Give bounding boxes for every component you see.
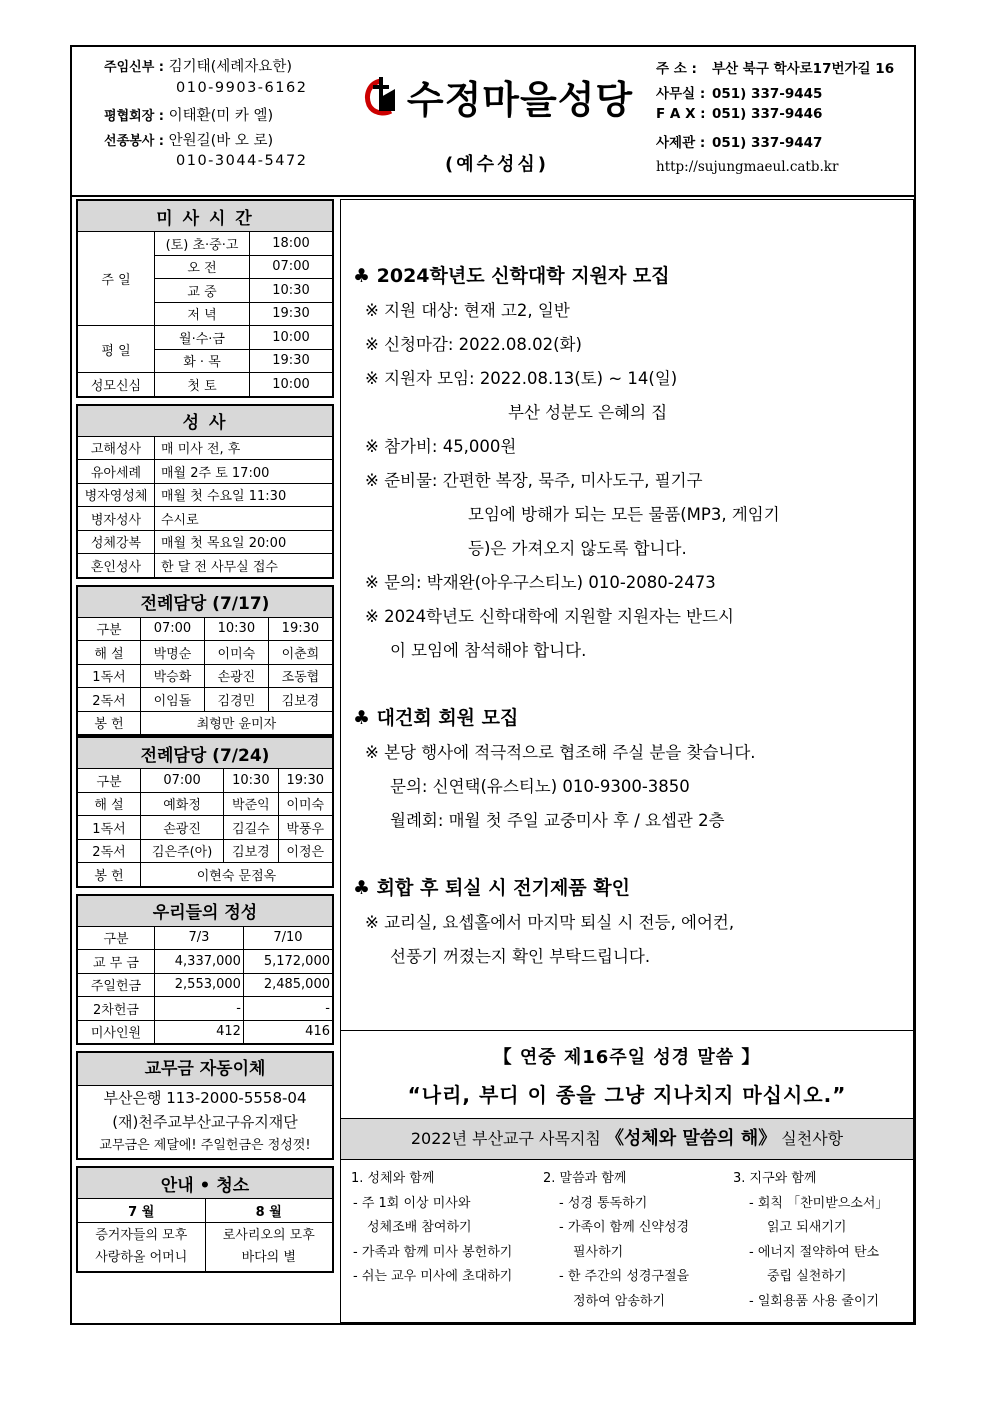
role: 2독서 [77, 839, 141, 863]
notice-line: ※ 문의: 박재완(아우구스티노) 010-2080-2473 [365, 573, 716, 592]
person: 김보경 [224, 839, 278, 863]
sacrament-schedule: 한 달 전 사무실 접수 [155, 554, 334, 578]
mass-time: 10:00 [250, 326, 334, 350]
offering-type: 주일헌금 [77, 973, 155, 997]
scripture-section [341, 1030, 913, 1108]
pastor-label: 주임신부 : [104, 60, 164, 75]
notices [353, 258, 913, 974]
sacraments-table [76, 404, 334, 579]
guideline-item: - 쉬는 교우 미사에 초대하기 [353, 1269, 513, 1284]
sacrament-name: 고해성사 [77, 436, 155, 460]
address-value: 부산 북구 학사로17번가길 16 [712, 61, 895, 77]
rectory-phone: 051) 337-9447 [712, 134, 823, 151]
cleaning-group: 증거자들의 모후 [95, 1227, 188, 1243]
guideline-column-1 [351, 1167, 512, 1290]
parish-logo-icon [361, 75, 401, 119]
parish-name: 수정마을성당 [406, 78, 634, 122]
notice-line: ※ 본당 행사에 적극적으로 협조해 주실 분을 찾습니다. [365, 743, 756, 762]
col-header: 구분 [77, 926, 155, 950]
month-header: 8 월 [205, 1199, 333, 1223]
person: 이미숙 [204, 641, 268, 665]
notice-title: ♣ 2024학년도 신학대학 지원자 모집 [353, 265, 670, 287]
parish-title-block [342, 69, 652, 176]
mass-name: (토) 초·중·고 [155, 232, 250, 256]
guideline-item: - 주 1회 이상 미사와 [353, 1195, 471, 1211]
auto-transfer-title: 교무금 자동이체 [78, 1053, 332, 1086]
notice-line: 모임에 방해가 되는 모든 물품(MP3, 게임기 [468, 505, 780, 524]
sacrament-name: 혼인성사 [77, 554, 155, 578]
person: 박명순 [141, 641, 205, 665]
person: 김보경 [268, 688, 333, 712]
notice-line: 월례회: 매월 첫 주일 교중미사 후 / 요셉관 2층 [390, 811, 725, 830]
person: 박준익 [224, 792, 278, 816]
offering-table [76, 894, 334, 1046]
guideline-item: - 성경 통독하기 [559, 1195, 648, 1211]
mass-time: 07:00 [250, 255, 334, 279]
sacrament-schedule: 매월 첫 수요일 11:30 [155, 483, 334, 507]
mass-time: 18:00 [250, 232, 334, 256]
notice-line: 선풍기 꺼졌는지 확인 부탁드립니다. [390, 947, 651, 966]
liturgy-title-1: 전례담당 (7/17) [77, 586, 333, 618]
role: 해 설 [77, 641, 141, 665]
offering-type: 미사인원 [77, 1020, 155, 1044]
col-header: 07:00 [141, 617, 205, 641]
offering-amount: - [243, 997, 333, 1021]
council-label: 평협회장 : [104, 109, 164, 124]
role: 봉 헌 [77, 863, 141, 887]
notice-line: 부산 성분도 은혜의 집 [508, 403, 668, 422]
guideline-item: - 회칙 「찬미받으소서」 [749, 1195, 889, 1211]
col-header: 10:30 [204, 617, 268, 641]
mass-name: 교 중 [155, 279, 250, 303]
person: 손광진 [204, 664, 268, 688]
office-phone: 051) 337-9445 [712, 85, 823, 102]
sunday-label: 주 일 [77, 232, 155, 326]
scripture-title: 【 연중 제16주일 성경 말씀 】 [493, 1047, 761, 1068]
guideline-heading: 1. 성체와 함께 [351, 1171, 435, 1186]
funeral-name: 안원길(바 오 로) [168, 132, 274, 149]
scripture-quote: “나리, 부디 이 종을 그냥 지나치지 마십시오.” [407, 1083, 847, 1107]
notice-line: 문의: 신연택(유스티노) 010-9300-3850 [390, 777, 690, 796]
notice-line: ※ 2024학년도 신학대학에 지원할 지원자는 반드시 [365, 607, 734, 626]
parish-feast: (예수성심) [444, 154, 549, 175]
person: 김은주(아) [141, 839, 224, 863]
notice-line: ※ 교리실, 요셉홀에서 마지막 퇴실 시 전등, 에어컨, [365, 913, 735, 932]
person: 이임돌 [141, 688, 205, 712]
guideline-column-2 [543, 1167, 689, 1314]
month-header: 7 월 [77, 1199, 205, 1223]
offering-title: 우리들의 정성 [77, 895, 333, 927]
mass-time: 19:30 [250, 302, 334, 326]
attendance-count: 416 [243, 1020, 333, 1044]
mass-times-title: 미 사 시 간 [77, 200, 333, 232]
fax-label: F A X : [656, 106, 706, 122]
fax-number: 051) 337-9446 [712, 106, 823, 122]
person: 박풍우 [278, 816, 333, 840]
liturgy-title-2: 전례담당 (7/24) [77, 737, 333, 769]
cleaning-title: 안내 • 청소 [77, 1167, 333, 1199]
main-content [340, 199, 914, 1323]
mass-name: 저 녁 [155, 302, 250, 326]
address-label: 주 소 : [656, 61, 697, 77]
notice-title: ♣ 회합 후 퇴실 시 전기제품 확인 [353, 877, 630, 899]
council-name: 이태환(미 카 엘) [168, 108, 274, 124]
notice-line: ※ 준비물: 간편한 복장, 묵주, 미사도구, 필기구 [365, 471, 703, 490]
guideline-item: - 가족이 함께 신약성경 [559, 1220, 690, 1235]
sacrament-schedule: 매 미사 전, 후 [155, 436, 334, 460]
guideline-item: 성체조배 참여하기 [367, 1220, 472, 1235]
guideline-column-3 [733, 1167, 888, 1314]
guideline-item: 필사하기 [573, 1244, 624, 1260]
person: 이정은 [278, 839, 333, 863]
person: 이춘희 [268, 641, 333, 665]
offering-type: 교 무 금 [77, 950, 155, 974]
liturgy-table-2 [76, 736, 334, 888]
notice-line: ※ 지원자 모임: 2022.08.13(토) ~ 14(일) [365, 369, 678, 388]
notice-title: ♣ 대건회 회원 모집 [353, 707, 519, 729]
sacrament-name: 병자성사 [77, 507, 155, 531]
offering-amount: 2,553,000 [155, 973, 244, 997]
sacrament-name: 병자영성체 [77, 483, 155, 507]
col-header: 07:00 [141, 769, 224, 793]
pastoral-guideline [341, 1118, 913, 1323]
notice-line: 이 모임에 참석해야 합니다. [390, 641, 587, 660]
person: 예화정 [141, 792, 224, 816]
cleaning-group: 로사리오의 모후 [222, 1227, 315, 1243]
notice-line: ※ 신청마감: 2022.08.02(화) [365, 335, 582, 354]
person: 손광진 [141, 816, 224, 840]
col-header: 구분 [77, 769, 141, 793]
person: 조동협 [268, 664, 333, 688]
notice-line: 등)은 가져오지 않도록 합니다. [468, 539, 687, 558]
col-header: 10:30 [224, 769, 278, 793]
offering-amount: - [155, 997, 244, 1021]
rectory-label: 사제관 : [656, 134, 706, 151]
guideline-heading: 2. 말씀과 함께 [543, 1171, 627, 1186]
account-holder: (재)천주교부산교구유지재단 [112, 1113, 298, 1131]
mass-times-table [76, 199, 334, 398]
left-column [76, 199, 334, 1279]
mass-name: 오 전 [155, 255, 250, 279]
header [72, 47, 914, 197]
bulletin-frame [70, 45, 916, 1325]
offertory-persons: 최형만 윤미자 [141, 711, 334, 735]
sacraments-title: 성 사 [77, 405, 333, 437]
cleaning-group: 바다의 별 [241, 1249, 296, 1265]
offering-type: 2차헌금 [77, 997, 155, 1021]
guideline-item: 정하여 암송하기 [573, 1293, 666, 1309]
guideline-item: - 일회용품 사용 줄이기 [749, 1293, 880, 1309]
contact-info [656, 57, 914, 175]
offertory-persons: 이현숙 문점옥 [141, 863, 334, 887]
office-label: 사무실 : [656, 85, 706, 102]
mass-time: 10:00 [250, 373, 334, 397]
pastor-phone: 010-9903-6162 [176, 79, 308, 96]
role: 봉 헌 [77, 711, 141, 735]
col-header: 19:30 [268, 617, 333, 641]
mass-time: 10:30 [250, 279, 334, 303]
funeral-label: 선종봉사 : [104, 133, 164, 149]
sacrament-schedule: 매월 2주 토 17:00 [155, 460, 334, 484]
marian-label: 성모신심 [77, 373, 155, 397]
mass-name: 월·수·금 [155, 326, 250, 350]
staff-info [72, 55, 332, 178]
guideline-item: 읽고 되새기기 [767, 1220, 847, 1235]
guideline-item: 중립 실천하기 [767, 1269, 847, 1284]
offering-amount: 5,172,000 [243, 950, 333, 974]
person: 김길수 [224, 816, 278, 840]
liturgy-table-1 [76, 585, 334, 737]
person: 김경민 [204, 688, 268, 712]
attendance-count: 412 [155, 1020, 244, 1044]
auto-transfer-box [76, 1051, 334, 1160]
notice-line: ※ 지원 대상: 현재 고2, 일반 [365, 301, 570, 320]
guideline-title: 2022년 부산교구 사목지침 《성체와 말씀의 해》 실천사항 [341, 1119, 913, 1160]
role: 1독서 [77, 816, 141, 840]
mass-name: 화 · 목 [155, 349, 250, 373]
cleaning-table [76, 1166, 334, 1273]
offering-note: 교무금은 제달에! 주일헌금은 정성껏! [99, 1138, 311, 1153]
person: 이미숙 [278, 792, 333, 816]
col-header: 7/10 [243, 926, 333, 950]
offering-amount: 2,485,000 [243, 973, 333, 997]
weekday-label: 평 일 [77, 326, 155, 373]
guideline-item: - 에너지 절약하여 탄소 [749, 1244, 880, 1260]
col-header: 19:30 [278, 769, 333, 793]
col-header: 7/3 [155, 926, 244, 950]
col-header: 구분 [77, 617, 141, 641]
sacrament-name: 성체강복 [77, 530, 155, 554]
notice-line: ※ 참가비: 45,000원 [365, 437, 517, 456]
sacrament-name: 유아세례 [77, 460, 155, 484]
role: 해 설 [77, 792, 141, 816]
pastor-name: 김기태(세례자요한) [168, 59, 292, 75]
cleaning-group: 사랑하올 어머니 [95, 1249, 188, 1265]
offering-amount: 4,337,000 [155, 950, 244, 974]
guideline-item: - 가족과 함께 미사 봉헌하기 [353, 1244, 513, 1260]
funeral-phone: 010-3044-5472 [176, 153, 308, 169]
mass-time: 19:30 [250, 349, 334, 373]
role: 2독서 [77, 688, 141, 712]
sacrament-schedule: 수시로 [155, 507, 334, 531]
guideline-heading: 3. 지구와 함께 [733, 1171, 817, 1186]
guideline-item: - 한 주간의 성경구절을 [559, 1269, 690, 1284]
mass-name: 첫 토 [155, 373, 250, 397]
bank-account: 부산은행 113-2000-5558-04 [103, 1089, 307, 1107]
website-link[interactable]: http://sujungmaeul.catb.kr [656, 159, 839, 175]
role: 1독서 [77, 664, 141, 688]
person: 박승화 [141, 664, 205, 688]
sacrament-schedule: 매월 첫 목요일 20:00 [155, 530, 334, 554]
